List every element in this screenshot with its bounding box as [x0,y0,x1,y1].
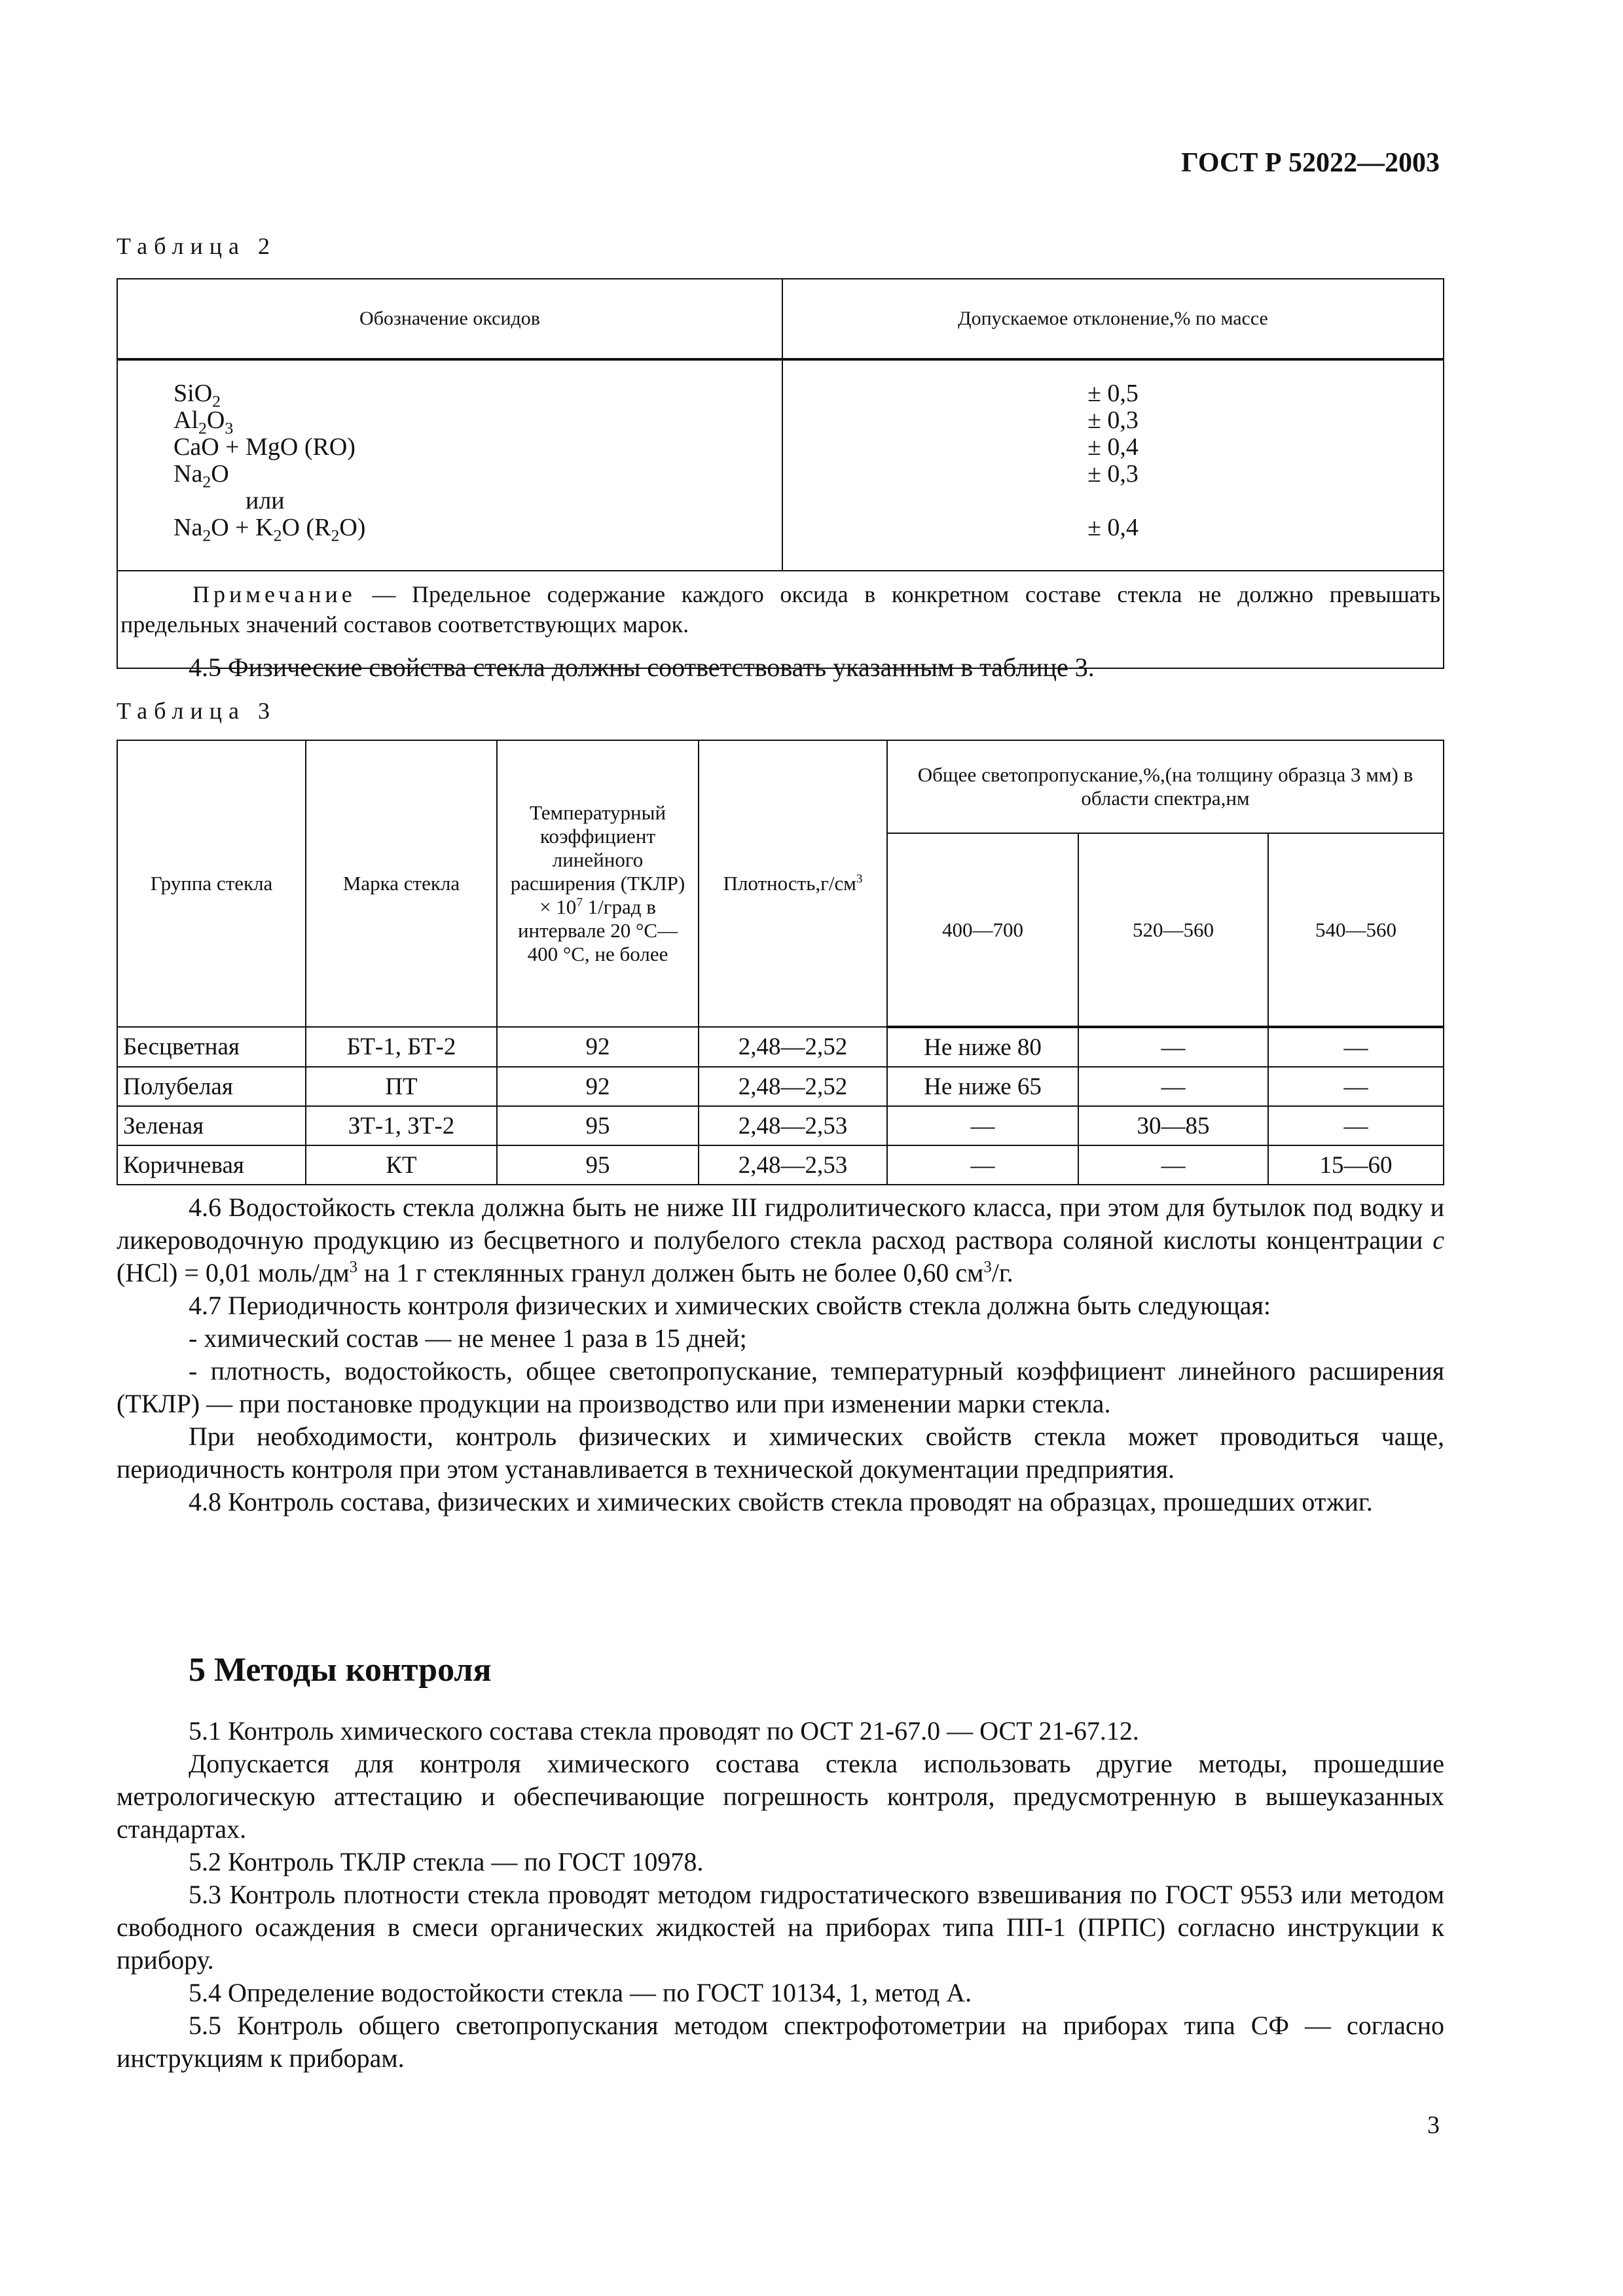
paragraph-4-7-item-1: - химический состав — не менее 1 раза в 15 дней; [189,1323,747,1353]
table3-caption: Таблица 3 [117,698,276,724]
cell-t3: — [1268,1027,1444,1067]
deviation-r2o: ± 0,4 [1087,514,1139,541]
cell-group: Зеленая [117,1106,306,1145]
page-number: 3 [1427,2111,1440,2139]
header-mark: Марка стекла [306,740,497,1027]
cell-t1: — [887,1145,1078,1185]
paragraph-4-8: 4.8 Контроль состава, физических и химических свойств стекла проводят на образцах, прошедших отжиг. [189,1487,1373,1516]
oxide-al2o3: $Al_2O_3$ [173,406,234,438]
table-row [117,1067,1444,1106]
cell-t3: — [1268,1067,1444,1106]
table2-oxides-cell [117,359,782,571]
cell-group: Полубелая [117,1067,306,1106]
header-density: $Плотность,г/см^3$ [699,740,887,1027]
paragraph-5-1: 5.1 Контроль химического состава стекла проводят по ОСТ 21-67.0 — ОСТ 21-67.12. [189,1716,1139,1746]
oxide-na2o: $Na_2O$ [173,460,229,492]
paragraph-4-7-note: При необходимости, контроль физических и химических свойств стекла может проводиться чаще, периодичность контроля при этом устанавливается в технической документации предприятия. [117,1422,1444,1484]
deviation-na2o: ± 0,3 [1087,460,1139,488]
note-label: Примечание [192,581,356,607]
header-group: Группа стекла [117,740,306,1027]
paragraph-4-7: 4.7 Периодичность контроля физических и химических свойств стекла должна быть следующая: [189,1291,1271,1320]
cell-t2: — [1078,1067,1268,1106]
document-code: ГОСТ Р 52022—2003 [1181,148,1440,178]
header-range-540-560: 540—560 [1268,833,1444,1027]
table2-header-deviation: Допускаемое отклонение,% по массе [782,279,1444,359]
cell-t2: — [1078,1145,1268,1185]
table2-body-row [117,359,1444,571]
cell-mark: ПТ [306,1067,497,1106]
cell-mark: БТ-1, БТ-2 [306,1027,497,1067]
header-range-520-560: 520—560 [1078,833,1268,1027]
oxide-sio2: SiO$_2$ [173,380,221,411]
table-row [117,1145,1444,1185]
cell-density: 2,48—2,53 [699,1145,887,1185]
oxide-or: или [246,487,285,514]
section-4-continued [117,1191,1444,1518]
cell-tklr: 95 [497,1106,699,1145]
paragraph-5-3: 5.3 Контроль плотности стекла проводят методом гидростатического взвешивания по ГОСТ 9553 или методом свободного осаждения в смеси органических жидкостей на приборах типа ПП-1 (ПРПС) согласно инструкции к прибору. [117,1880,1444,1975]
cell-tklr: 92 [497,1027,699,1067]
header-tklr: Температурный коэффициент линейного расширения (ТКЛР) × $10^7$ 1/град в интервале 20 °С—400 °С, не более [497,740,699,1027]
cell-t2: 30—85 [1078,1106,1268,1145]
paragraph-4-5: 4.5 Физические свойства стекла должны соответствовать указанным в таблице 3. [189,653,1095,682]
header-transmission: Общее светопропускание,%,(на толщину образца 3 мм) в области спектра,нм [887,740,1444,833]
table2-deviation-cell [782,359,1444,571]
paragraph-5-1-b: Допускается для контроля химического состава стекла использовать другие методы, прошедшие метрологическую аттестацию и обеспечивающие погрешность контроля, предусмотренную в вышеуказанных стандартах. [117,1749,1444,1844]
paragraph-5-2: 5.2 Контроль ТКЛР стекла — по ГОСТ 10978. [189,1847,704,1876]
cell-t1: Не ниже 80 [887,1027,1078,1067]
table3 [117,740,1444,1185]
deviation-al2o3: ± 0,3 [1087,406,1139,434]
table2-header-row [117,279,1444,359]
oxide-ro: CaO + MgO (RO) [173,433,356,461]
cell-tklr: 92 [497,1067,699,1106]
paragraph-4-7-item-2: - плотность, водостойкость, общее светопропускание, температурный коэффициент линейного расширения (ТКЛР) — при постановке продукции на производство или при изменении марки стекла. [117,1356,1444,1418]
cell-tklr: 95 [497,1145,699,1185]
cell-group: Бесцветная [117,1027,306,1067]
table-row [117,1106,1444,1145]
deviation-sio2: ± 0,5 [1087,380,1139,407]
cell-t2: — [1078,1027,1268,1067]
table-row [117,1027,1444,1067]
cell-t1: Не ниже 65 [887,1067,1078,1106]
table2 [117,278,1444,669]
deviation-ro: ± 0,4 [1087,433,1139,461]
table2-header-oxides: Обозначение оксидов [117,279,782,359]
paragraph-5-5: 5.5 Контроль общего светопропускания методом спектрофотометрии на приборах типа СФ — согласно инструкциям к приборам. [117,2011,1444,2073]
note-text: — Предельное содержание каждого оксида в конкретном составе стекла не должно превышать предельных значений составов соответствующих марок. [120,581,1441,637]
table2-caption: Таблица 2 [117,233,276,259]
cell-t3: 15—60 [1268,1145,1444,1185]
cell-t1: — [887,1106,1078,1145]
cell-t3: — [1268,1106,1444,1145]
paragraph-4-6: 4.6 Водостойкость стекла должна быть не ниже III гидролитического класса, при этом для бутылок под водку и ликероводочную продукцию из бесцветного и полубелого стекла расход раствора соляной кислоты концентрации c (HCl) = 0,01 моль/$дм^3$ на 1 г стеклянных гранул должен быть не более 0,60 $см^3/г$. [117,1193,1444,1287]
cell-group: Коричневая [117,1145,306,1185]
cell-density: 2,48—2,53 [699,1106,887,1145]
table3-header-row-1 [117,740,1444,833]
section-5-heading: 5 Методы контроля [189,1651,492,1689]
section-5-body [117,1715,1444,2075]
deviation-blank [783,488,1443,514]
cell-density: 2,48—2,52 [699,1027,887,1067]
cell-mark: ЗТ-1, ЗТ-2 [306,1106,497,1145]
oxide-r2o: $Na_2O + K_2O$ $(R_2O)$ [173,514,366,545]
paragraph-5-4: 5.4 Определение водостойкости стекла — по ГОСТ 10134, 1, метод А. [189,1978,972,2007]
cell-density: 2,48—2,52 [699,1067,887,1106]
header-range-400-700: 400—700 [887,833,1078,1027]
cell-mark: КТ [306,1145,497,1185]
